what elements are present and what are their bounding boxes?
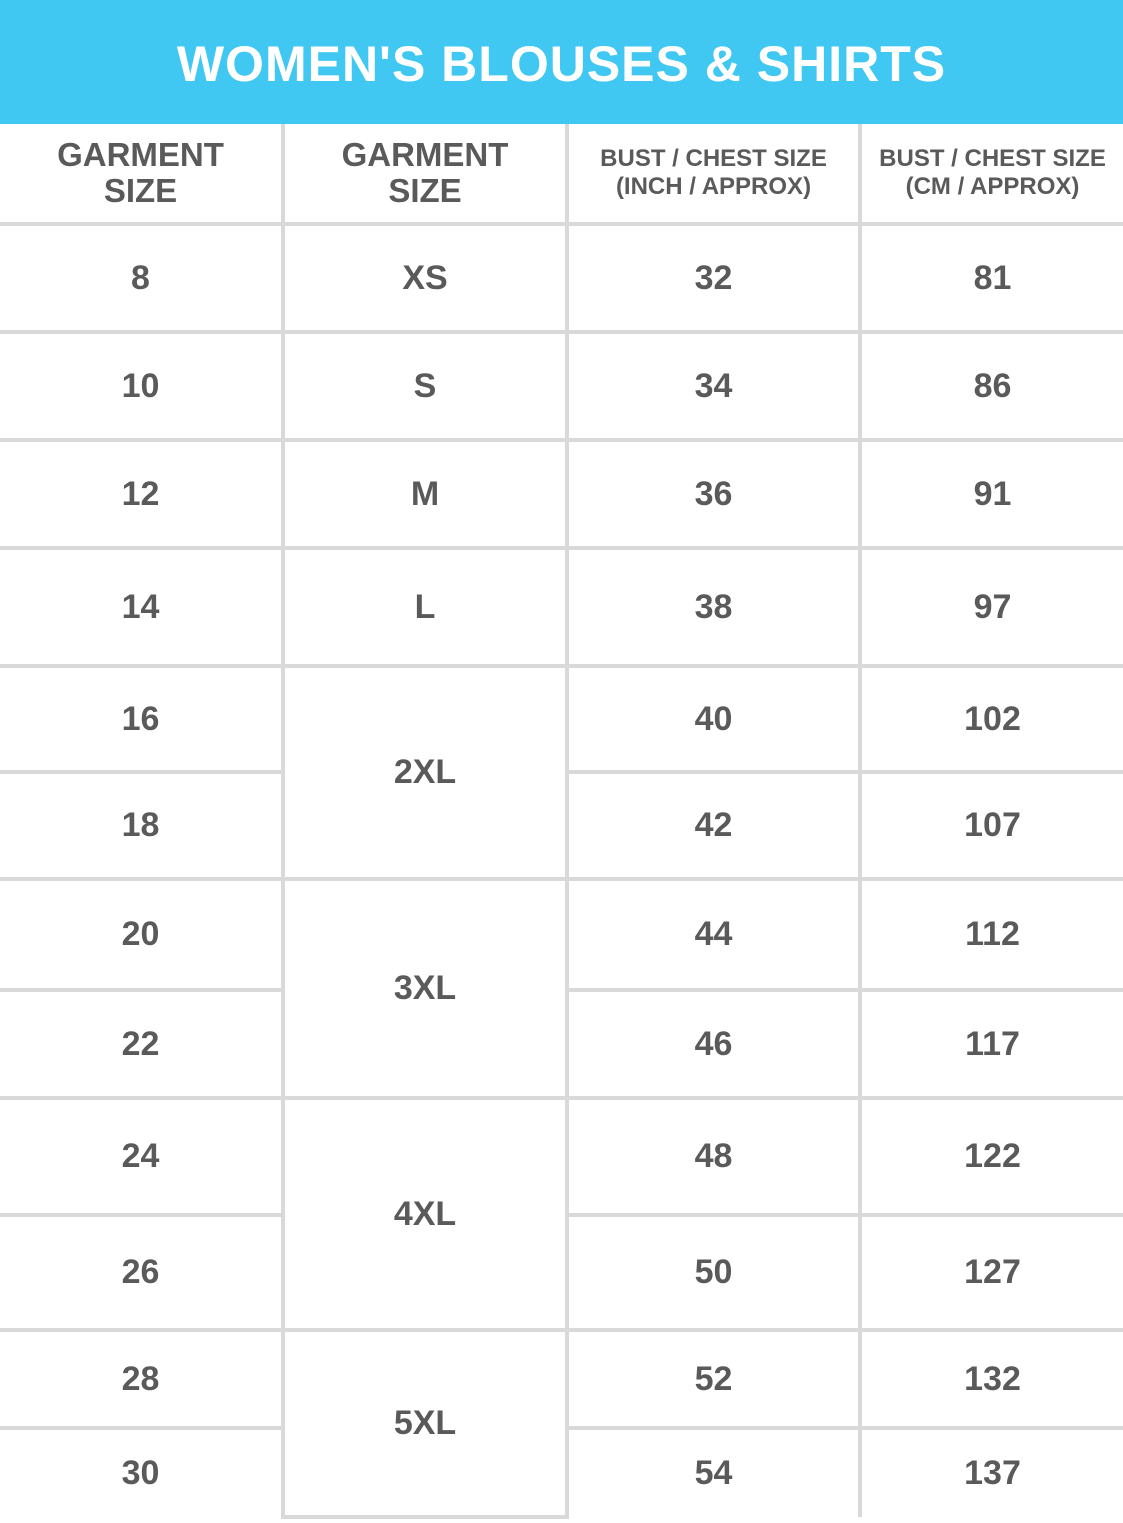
cell-value: 117 (965, 1024, 1020, 1063)
cell-value: S (413, 366, 437, 405)
cell-value: 4XL (393, 1194, 457, 1233)
cell-value: 102 (964, 699, 1021, 738)
table-row (0, 332, 1123, 440)
bust-cm-cell (860, 990, 1123, 1098)
cell-value: 20 (121, 915, 160, 953)
table-row (0, 548, 1123, 666)
header-line: (INCH / APPROX) (615, 173, 812, 200)
table-row (0, 1098, 1123, 1215)
page-title: WOMEN'S BLOUSES & SHIRTS (176, 36, 947, 92)
letter-size-cell (283, 548, 567, 666)
size-chart-table (0, 124, 1123, 1519)
bust-inch-cell (567, 990, 860, 1098)
garment-size-cell (0, 1428, 283, 1517)
bust-inch-cell (567, 332, 860, 440)
letter-size-cell (283, 666, 567, 879)
table-row (0, 1330, 1123, 1428)
cell-value: 81 (973, 258, 1012, 297)
cell-value: 44 (694, 915, 733, 953)
cell-value: 10 (121, 366, 160, 405)
bust-inch-cell (567, 1428, 860, 1517)
header-bust-inch (567, 124, 860, 224)
bust-cm-cell (860, 224, 1123, 332)
bust-inch-cell (567, 440, 860, 548)
table-row (0, 440, 1123, 548)
cell-value: 91 (973, 474, 1012, 513)
cell-value: 5XL (393, 1404, 457, 1442)
garment-size-cell (0, 332, 283, 440)
bust-cm-cell (860, 1098, 1123, 1215)
cell-value: 18 (121, 806, 160, 844)
cell-value: 46 (694, 1024, 733, 1063)
letter-size-cell (283, 224, 567, 332)
bust-cm-cell (860, 332, 1123, 440)
garment-size-cell (0, 879, 283, 990)
header-line: SIZE (388, 172, 462, 209)
cell-value: 40 (694, 699, 733, 738)
bust-inch-cell (567, 1330, 860, 1428)
header-line: BUST / CHEST SIZE (600, 145, 827, 172)
bust-inch-cell (567, 1215, 860, 1330)
cell-value: M (410, 474, 440, 513)
bust-cm-cell (860, 1330, 1123, 1428)
bust-cm-cell (860, 1428, 1123, 1517)
bust-inch-cell (567, 548, 860, 666)
header-line: SIZE (103, 172, 178, 209)
garment-size-cell (0, 1330, 283, 1428)
header-line: GARMENT (341, 136, 509, 173)
bust-cm-cell (860, 772, 1123, 879)
cell-value: 2XL (393, 753, 457, 791)
garment-size-cell (0, 666, 283, 772)
header-bust-cm (860, 124, 1123, 224)
cell-value: 122 (964, 1137, 1021, 1175)
cell-value: 50 (694, 1253, 733, 1291)
header-line: BUST / CHEST SIZE (879, 145, 1106, 172)
garment-size-cell (0, 990, 283, 1098)
letter-size-cell (283, 440, 567, 548)
bust-inch-cell (567, 666, 860, 772)
cell-value: 132 (964, 1359, 1021, 1398)
header-line: GARMENT (57, 136, 224, 173)
cell-value: 30 (121, 1454, 160, 1492)
cell-value: 36 (694, 474, 733, 513)
bust-cm-cell (860, 879, 1123, 990)
cell-value: 107 (964, 806, 1021, 844)
title-banner (0, 0, 1123, 124)
table-row (0, 879, 1123, 990)
cell-value: L (414, 587, 436, 626)
bust-cm-cell (860, 440, 1123, 548)
header-garment-size-numeric (0, 124, 283, 224)
garment-size-cell (0, 548, 283, 666)
bust-inch-cell (567, 1098, 860, 1215)
cell-value: 127 (964, 1253, 1021, 1291)
cell-value: 42 (694, 806, 733, 844)
cell-value: 34 (694, 366, 733, 405)
cell-value: 24 (121, 1137, 160, 1175)
bust-cm-cell (860, 1215, 1123, 1330)
header-row (0, 124, 1123, 224)
bust-cm-cell (860, 548, 1123, 666)
letter-size-cell (283, 1330, 567, 1517)
letter-size-cell (283, 879, 567, 1098)
header-line: (CM / APPROX) (905, 173, 1080, 200)
cell-value: 86 (973, 366, 1012, 405)
cell-value: 97 (973, 587, 1012, 626)
cell-value: 12 (121, 474, 160, 513)
bust-cm-cell (860, 666, 1123, 772)
cell-value: 16 (121, 699, 160, 738)
table-row (0, 224, 1123, 332)
garment-size-cell (0, 772, 283, 879)
cell-value: 48 (694, 1137, 733, 1175)
letter-size-cell (283, 332, 567, 440)
garment-size-cell (0, 1098, 283, 1215)
garment-size-cell (0, 1215, 283, 1330)
cell-value: 137 (964, 1454, 1021, 1492)
cell-value: 22 (121, 1024, 160, 1063)
header-garment-size-letter (283, 124, 567, 224)
cell-value: 26 (121, 1253, 160, 1291)
bust-inch-cell (567, 224, 860, 332)
cell-value: 32 (694, 258, 733, 297)
cell-value: 3XL (393, 969, 457, 1007)
bust-inch-cell (567, 772, 860, 879)
cell-value: 38 (694, 587, 733, 626)
table-row (0, 666, 1123, 772)
garment-size-cell (0, 440, 283, 548)
letter-size-cell (283, 1098, 567, 1330)
cell-value: 28 (121, 1359, 160, 1398)
cell-value: 54 (694, 1454, 733, 1492)
garment-size-cell (0, 224, 283, 332)
cell-value: 8 (131, 258, 150, 297)
bust-inch-cell (567, 879, 860, 990)
cell-value: XS (402, 258, 448, 297)
cell-value: 112 (965, 915, 1020, 953)
cell-value: 52 (694, 1359, 733, 1398)
cell-value: 14 (121, 587, 160, 626)
